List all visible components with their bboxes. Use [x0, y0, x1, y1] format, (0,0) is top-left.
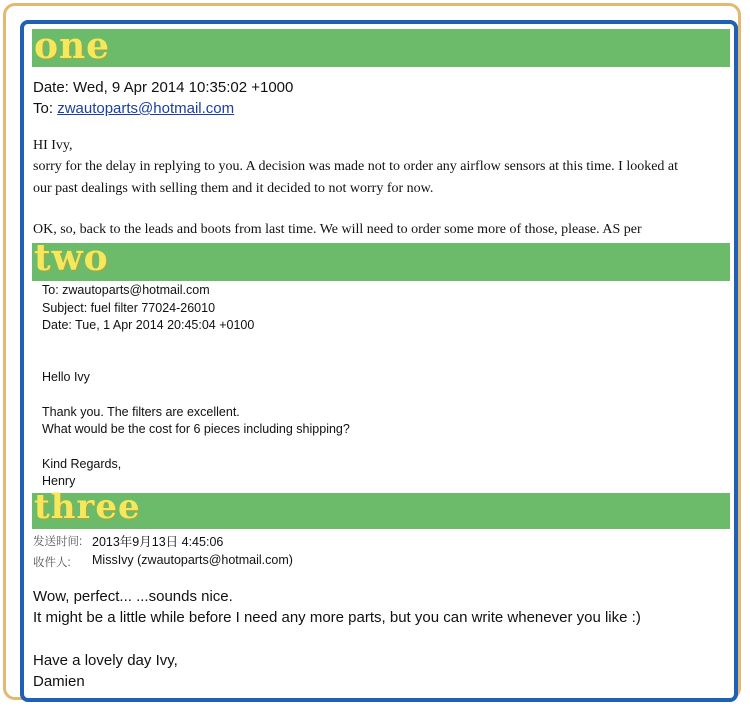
- section-two-email: [32, 281, 730, 493]
- sent-time-label: 发送时间:: [33, 536, 83, 548]
- section-one-email: [32, 67, 730, 243]
- email-body-line: sorry for the delay in replying to you. A decision was made not to order any airflow sensors at this time. I looked at: [33, 159, 679, 174]
- section-three-email: [32, 529, 730, 697]
- section-one-label: one: [34, 29, 111, 67]
- email-greeting: Hello Ivy: [42, 370, 90, 384]
- email-body-line: What would be the cost for 6 pieces including shipping?: [42, 422, 350, 436]
- email-body-line: OK, so, back to the leads and boots from last time. We will need to order some more of those, please. AS per: [33, 222, 642, 237]
- email-closing: Kind Regards,: [42, 457, 122, 471]
- email-body-line: It might be a little while before I need any more parts, but you can write whenever you like :): [33, 609, 641, 626]
- email-subject: Subject: fuel filter 77024-26010: [42, 301, 216, 315]
- email-date: Date: Wed, 9 Apr 2014 10:35:02 +1000: [33, 79, 294, 96]
- inner-frame: [20, 20, 738, 702]
- email-closing: Have a lovely day Ivy,: [33, 652, 178, 669]
- to-email-link[interactable]: zwautoparts@hotmail.com: [57, 100, 235, 117]
- email-body-line: Wow, perfect... ...sounds nice.: [33, 588, 233, 605]
- outer-frame: [3, 3, 741, 700]
- email-collage: [32, 29, 730, 697]
- email-to: To: zwautoparts@hotmail.com: [42, 283, 210, 297]
- email-greeting: HI Ivy,: [33, 138, 73, 153]
- email-body-line: our past dealings with selling them and it decided to not worry for now.: [33, 181, 434, 196]
- email-signature: Damien: [33, 673, 85, 690]
- section-two-label: two: [34, 237, 109, 279]
- recipient-value: MissIvy (zwautoparts@hotmail.com): [92, 553, 293, 567]
- email-date: Date: Tue, 1 Apr 2014 20:45:04 +0100: [42, 318, 255, 332]
- section-three-band: [32, 487, 730, 529]
- to-label: To:: [33, 100, 58, 117]
- email-body-line: Thank you. The filters are excellent.: [42, 405, 240, 419]
- recipient-label: 收件人:: [33, 557, 71, 569]
- section-three-label: three: [34, 487, 141, 527]
- section-two-band: [32, 237, 730, 281]
- email-signature: Henry: [42, 474, 76, 488]
- email-to: [33, 100, 234, 117]
- sent-time-value: 2013年9月13日 4:45:06: [92, 535, 224, 549]
- section-one-band: [32, 29, 730, 67]
